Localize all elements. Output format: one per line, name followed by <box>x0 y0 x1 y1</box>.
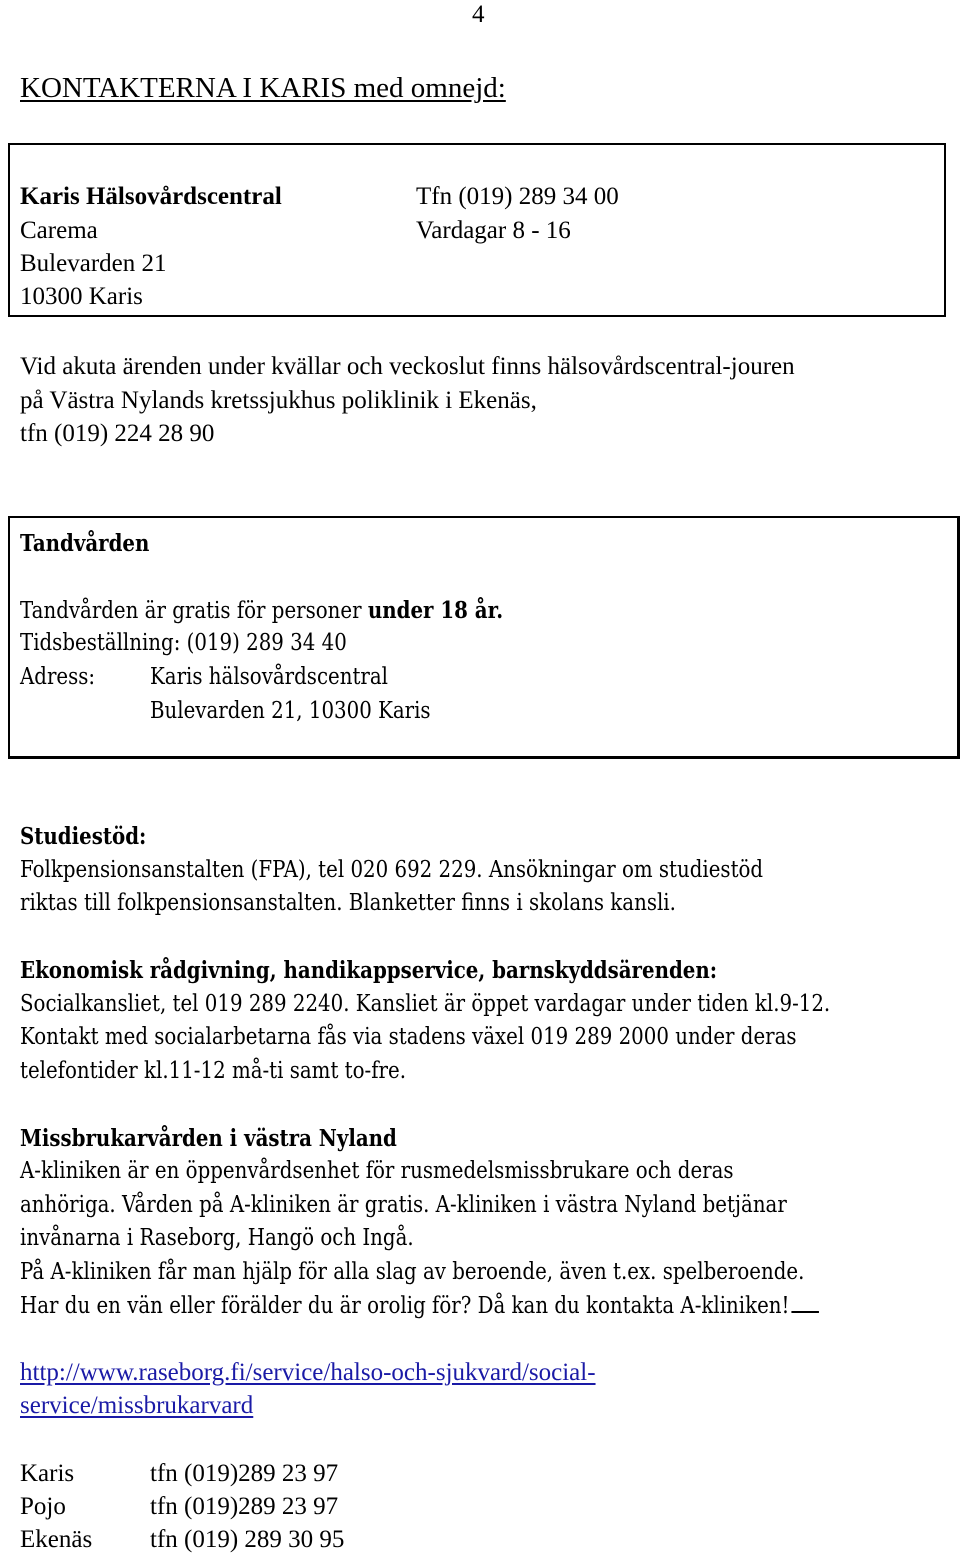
dental-title: Tandvården <box>20 530 150 557</box>
health-center-postal: 10300 Karis <box>20 283 143 310</box>
economic-line: Kontakt med socialarbetarna fås via stadens växel 019 289 2000 under deras <box>20 1024 797 1050</box>
economic-title: Ekonomisk rådgivning, handikappservice, barnskyddsärenden: <box>20 957 718 984</box>
substance-line: På A-kliniken får man hjälp för alla slag av beroende, även t.ex. spelberoende. <box>20 1259 805 1285</box>
raseborg-link[interactable]: http://www.raseborg.fi/service/halso-och-sjukvard/social- <box>20 1359 596 1386</box>
study-support-title: Studiestöd: <box>20 823 147 850</box>
economic-line: Socialkansliet, tel 019 289 2240. Kansliet är öppet vardagar under tiden kl.9-12. <box>20 991 831 1017</box>
dental-info-text: Tandvården är gratis för personer <box>20 598 368 624</box>
health-center-operator: Carema <box>20 217 98 244</box>
economic-line: telefontider kl.11-12 må-ti samt to-fre. <box>20 1058 406 1084</box>
study-support-line: riktas till folkpensionsanstalten. Blanketter finns i skolans kansli. <box>20 890 676 916</box>
health-center-name: Karis Hälsovårdscentral <box>20 183 282 210</box>
substance-title: Missbrukarvården i västra Nyland <box>20 1125 397 1152</box>
contact-city: Pojo <box>20 1493 66 1520</box>
dental-age-limit: under 18 år <box>367 597 497 624</box>
dental-info-period: . <box>496 597 504 624</box>
blank-line <box>791 1289 819 1313</box>
study-support-line: Folkpensionsanstalten (FPA), tel 020 692 229. Ansökningar om studiestöd <box>20 857 764 883</box>
substance-question: Har du en vän eller förälder du är orolig för? Då kan du kontakta A-kliniken! <box>20 1293 790 1319</box>
substance-line <box>20 1289 819 1323</box>
health-center-street: Bulevarden 21 <box>20 250 167 277</box>
substance-line: invånarna i Raseborg, Hangö och Ingå. <box>20 1225 414 1251</box>
dental-address-label: Adress: <box>20 664 96 690</box>
substance-line: anhöriga. Vården på A-kliniken är gratis. A-kliniken i västra Nyland betjänar <box>20 1192 787 1218</box>
contact-phone: tfn (019) 289 30 95 <box>150 1526 345 1553</box>
page-title: KONTAKTERNA I KARIS med omnejd: <box>20 72 506 104</box>
dental-address-line: Bulevarden 21, 10300 Karis <box>150 698 431 724</box>
contact-city: Ekenäs <box>20 1526 93 1553</box>
after-hours-line: på Västra Nylands kretssjukhus poliklinik i Ekenäs, <box>20 387 537 414</box>
dental-address-line: Karis hälsovårdscentral <box>150 664 388 690</box>
raseborg-link[interactable]: service/missbrukarvard <box>20 1392 254 1419</box>
health-center-hours: Vardagar 8 - 16 <box>416 217 571 244</box>
contact-phone: tfn (019)289 23 97 <box>150 1460 339 1487</box>
contact-phone: tfn (019)289 23 97 <box>150 1493 339 1520</box>
contact-city: Karis <box>20 1460 75 1487</box>
substance-line: A-kliniken är en öppenvårdsenhet för rusmedelsmissbrukare och deras <box>20 1158 734 1184</box>
after-hours-phone: tfn (019) 224 28 90 <box>20 420 215 447</box>
dental-booking: Tidsbeställning: (019) 289 34 40 <box>20 630 347 656</box>
after-hours-line: Vid akuta ärenden under kvällar och veckoslut finns hälsovårdscentral-jouren <box>20 353 795 380</box>
page-number: 4 <box>472 1 485 28</box>
dental-info <box>20 594 503 628</box>
health-center-phone: Tfn (019) 289 34 00 <box>416 183 619 210</box>
